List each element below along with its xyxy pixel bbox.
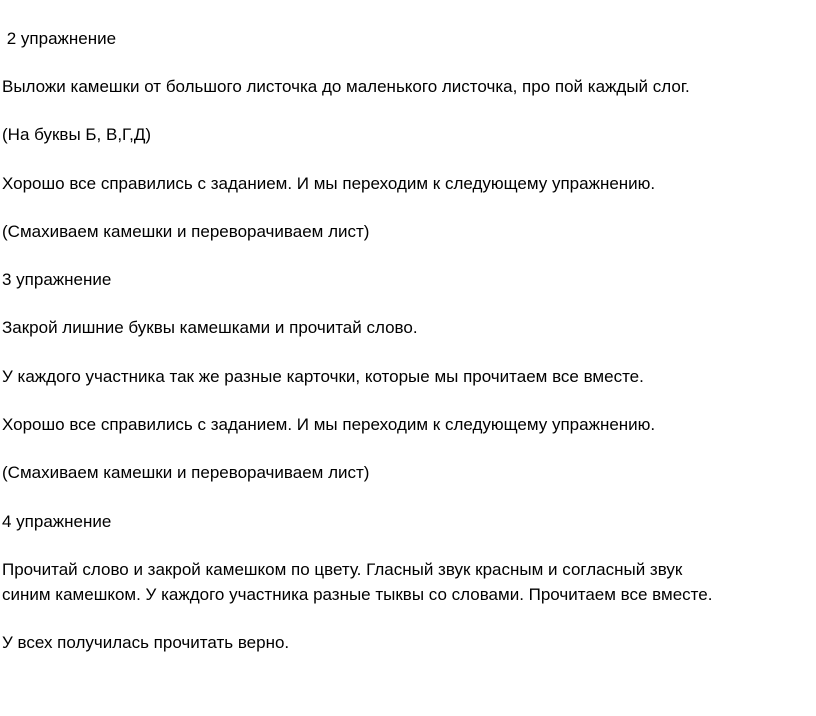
exercise-4-instruction-line-2: синим камешком. У каждого участника разные тыквы со словами. Прочитаем все вместе. xyxy=(2,585,713,604)
exercise-2-instruction: Выложи камешки от большого листочка до маленького листочка, про пой каждый слог. xyxy=(2,77,690,96)
exercise-3-heading: 3 упражнение xyxy=(2,270,112,289)
exercise-2-transition-note: (Смахиваем камешки и переворачиваем лист) xyxy=(2,222,370,241)
exercise-3-instruction: Закрой лишние буквы камешками и прочитай слово. xyxy=(2,318,418,337)
closing-remark: У всех получилась прочитать верно. xyxy=(2,633,290,652)
exercise-2-letters-note: (На буквы Б, В,Г,Д) xyxy=(2,125,152,144)
exercise-3-cards-note: У каждого участника так же разные карточки, которые мы прочитаем все вместе. xyxy=(2,367,644,386)
exercise-3-praise: Хорошо все справились с заданием. И мы переходим к следующему упражнению. xyxy=(2,415,656,434)
exercise-3-transition-note: (Смахиваем камешки и переворачиваем лист) xyxy=(2,463,370,482)
exercise-2-praise: Хорошо все справились с заданием. И мы переходим к следующему упражнению. xyxy=(2,174,656,193)
exercise-2-heading: 2 упражнение xyxy=(2,29,117,48)
exercise-4-heading: 4 упражнение xyxy=(2,512,112,531)
exercise-4-instruction-line-1: Прочитай слово и закрой камешком по цвету. Гласный звук красным и согласный звук xyxy=(2,560,683,579)
